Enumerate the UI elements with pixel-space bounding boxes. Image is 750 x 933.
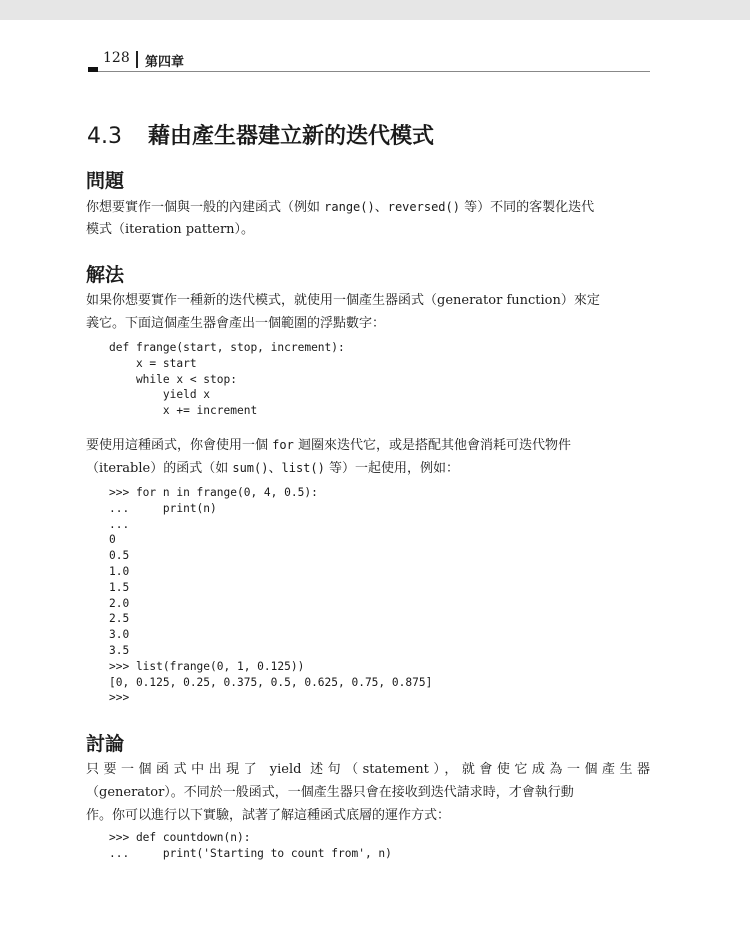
- top-bar: [0, 0, 750, 20]
- problem-text-a: 你想要實作一個與一般的內建函式（例如: [86, 200, 325, 215]
- header-mark: [88, 67, 98, 72]
- section-title-text: 藉由產生器建立新的迭代模式: [148, 124, 435, 149]
- solution-text-b: 迴圈來迭代它，或是搭配其他會消耗可迭代物件: [293, 438, 571, 453]
- section-title: [87, 119, 434, 150]
- solution-line-2: 義它。下面這個產生器會產出一個範圍的浮點數字：: [86, 316, 386, 331]
- inline-code-for: for: [272, 438, 294, 452]
- problem-text-c: 等）不同的客製化迭代: [459, 200, 595, 215]
- discussion-line-2: （generator）。不同於一般函式，一個產生器只會在接收到迭代請求時，才會執行動: [86, 785, 574, 800]
- code-block-frange-usage: >>> for n in frange(0, 4, 0.5): ... print(n) ... 0 0.5 1.0 1.5 2.0 2.5 3.0 3.5 >>> list(frange(0, 1, 0.125)) [0, 0.125, 0.25, 0.375, 0.5, 0.625, 0.75, 0.875] >>>: [109, 486, 433, 705]
- problem-line-2: 模式（iteration pattern）。: [86, 222, 255, 237]
- solution-heading: 解法: [86, 264, 125, 286]
- section-number: 4.3: [87, 124, 122, 149]
- solution-line-3: [86, 434, 650, 457]
- solution-text-d: 、: [268, 461, 282, 476]
- inline-code-list: list(): [281, 461, 325, 475]
- inline-code-sum: sum(): [232, 461, 269, 475]
- code-block-frange: def frange(start, stop, increment): x = start while x < stop: yield x x += increment: [109, 341, 345, 418]
- solution-line-1: 如果你想要實作一種新的迭代模式，就使用一個產生器函式（generator function）來定: [86, 293, 600, 308]
- inline-code-reversed: reversed(): [387, 200, 460, 214]
- code-block-countdown: >>> def countdown(n): ... print('Starting to count from', n): [109, 831, 392, 860]
- solution-text-c: （iterable）的函式（如: [86, 461, 233, 476]
- problem-heading: 問題: [86, 170, 125, 192]
- discussion-line-3: 作。你可以進行以下實驗，試著了解這種函式底層的運作方式：: [86, 808, 451, 823]
- chapter-label: 第四章: [145, 55, 185, 70]
- discussion-line-1: 只要一個函式中出現了 yield 述句（statement），就會使它成為一個產生器: [86, 762, 650, 777]
- solution-line-4: [86, 457, 650, 480]
- solution-text-e: 等）一起使用，例如：: [324, 461, 459, 476]
- page-header: [88, 50, 650, 74]
- header-rule: [98, 71, 650, 72]
- header-divider: [136, 51, 138, 68]
- discussion-heading: 討論: [86, 733, 125, 755]
- problem-line-1: [86, 196, 650, 219]
- problem-text-b: 、: [374, 200, 388, 215]
- page-number: 128: [103, 50, 130, 66]
- solution-text-a: 要使用這種函式，你會使用一個: [86, 438, 273, 453]
- inline-code-range: range(): [324, 200, 375, 214]
